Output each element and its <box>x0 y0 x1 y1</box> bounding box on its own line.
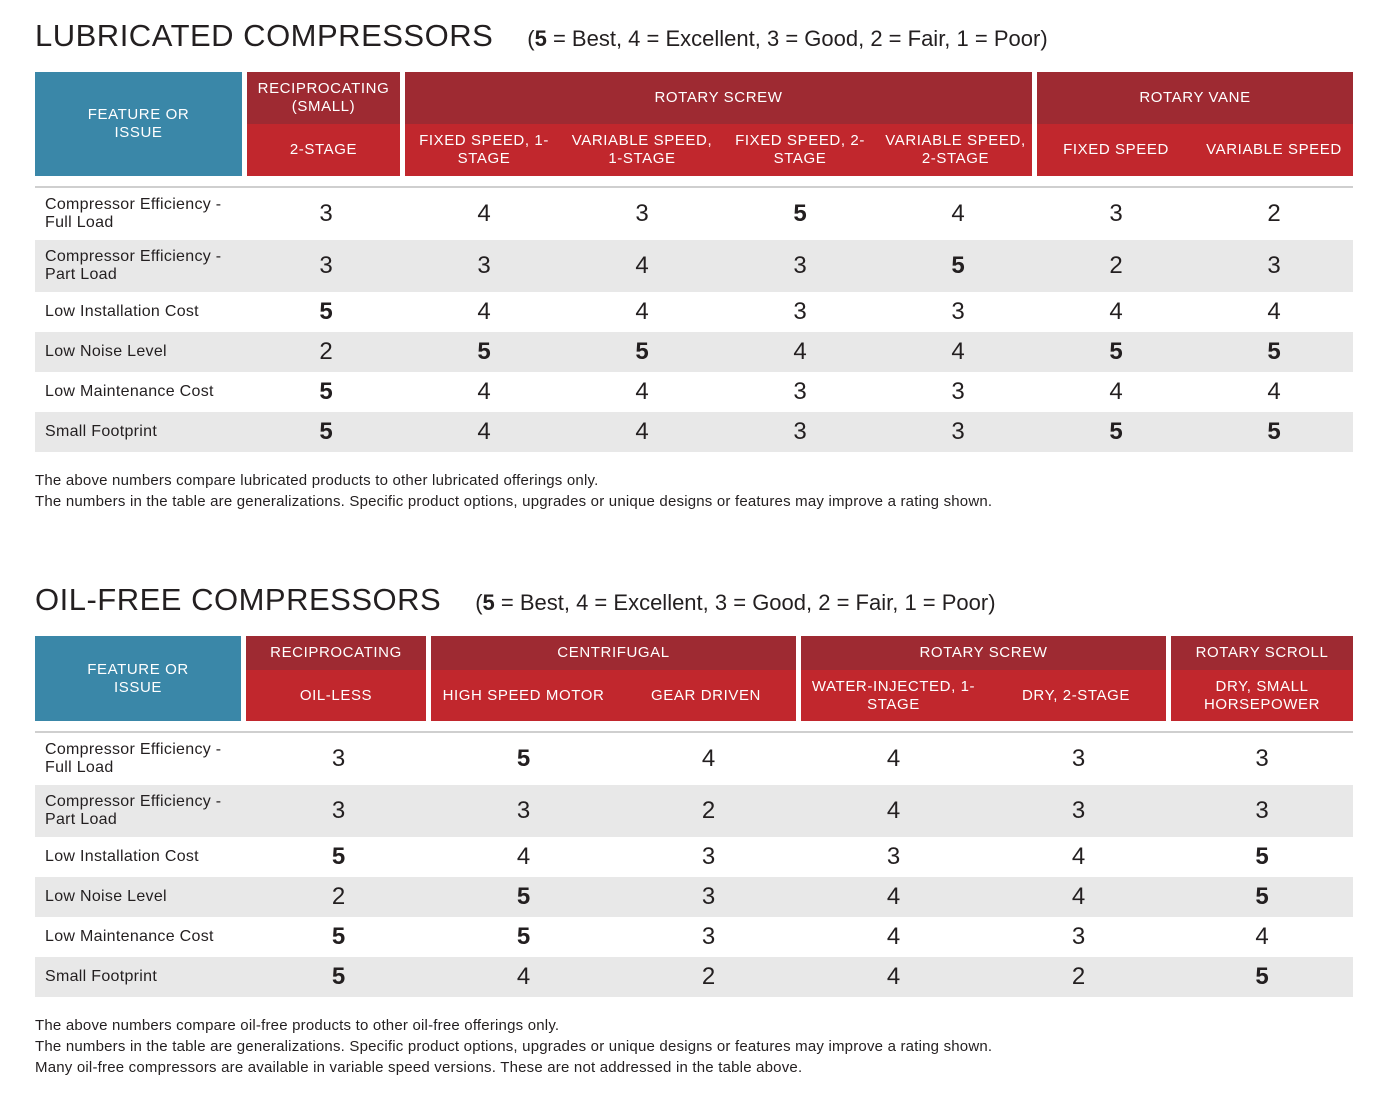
group-header-rotary-vane: ROTARY VANE <box>1037 72 1353 124</box>
feature-label: Compressor Efficiency - Part Load <box>35 240 247 292</box>
lubricated-title: LUBRICATED COMPRESSORS <box>35 18 494 53</box>
column-header-fixed-speed: FIXED SPEED <box>1037 124 1195 176</box>
lubricated-footnotes <box>35 470 1353 512</box>
group-header-rotary-screw: ROTARY SCREW <box>405 72 1037 124</box>
column-header-gear-driven: GEAR DRIVEN <box>616 670 801 721</box>
rating-cell: 5 <box>331 843 346 870</box>
rating-cell: 5 <box>319 298 333 325</box>
rating-cell: 3 <box>1071 745 1086 772</box>
lubricated-comparison-table <box>35 72 1353 452</box>
group-header-rotary-screw: ROTARY SCREW <box>801 636 1171 670</box>
oilfree-title-row <box>35 582 1353 622</box>
rating-cell: 4 <box>1255 923 1269 950</box>
group-header-centrifugal: CENTRIFUGAL <box>431 636 801 670</box>
rating-cell: 3 <box>951 298 965 325</box>
footnote-line: The above numbers compare oil-free products to other oil-free offerings only. <box>35 1017 560 1034</box>
rating-cell: 3 <box>1071 923 1086 950</box>
rating-cell: 3 <box>886 843 901 870</box>
column-header-variable-speed-2-stage: VARIABLE SPEED, 2-STAGE <box>879 124 1037 176</box>
column-header-dry-small-horsepower: DRY, SMALL HORSEPOWER <box>1171 670 1353 721</box>
rating-cell: 4 <box>477 200 491 227</box>
rating-cell: 5 <box>431 877 616 917</box>
rating-cell: 3 <box>635 200 649 227</box>
footnote-line: The numbers in the table are generalizations. Specific product options, upgrades or unique designs or features may improve a rating shown. <box>35 493 993 510</box>
rating-cell: 2 <box>247 332 405 372</box>
rating-cell: 3 <box>1109 200 1123 227</box>
table-row <box>35 188 1353 240</box>
table-row <box>35 877 1353 917</box>
rating-cell: 3 <box>721 240 879 292</box>
oilfree-footnotes <box>35 1015 1353 1078</box>
rating-cell: 4 <box>801 957 986 997</box>
column-header-variable-speed: VARIABLE SPEED <box>1195 124 1353 176</box>
table-row <box>35 733 1353 785</box>
footnote-line: The above numbers compare lubricated products to other lubricated offerings only. <box>35 472 599 489</box>
rating-cell: 4 <box>886 745 901 772</box>
rating-cell: 3 <box>986 785 1171 837</box>
rating-cell: 4 <box>879 332 1037 372</box>
column-header-fixed-speed-2-stage: FIXED SPEED, 2-STAGE <box>721 124 879 176</box>
rating-cell: 4 <box>701 745 716 772</box>
oilfree-title: OIL-FREE COMPRESSORS <box>35 582 442 617</box>
table-row <box>35 957 1353 997</box>
feature-label: Low Installation Cost <box>45 848 199 865</box>
feature-or-issue-header: FEATURE OR ISSUE <box>35 636 246 721</box>
rating-cell: 4 <box>951 200 965 227</box>
table-row <box>35 917 1353 957</box>
rating-cell: 4 <box>1267 298 1281 325</box>
group-header-rotary-scroll: ROTARY SCROLL <box>1171 636 1353 670</box>
column-header-oil-less: OIL-LESS <box>246 670 431 721</box>
footnote-line: Many oil-free compressors are available in variable speed versions. These are not addressed in the table above. <box>35 1059 803 1076</box>
rating-cell: 4 <box>477 298 491 325</box>
rating-cell: 2 <box>1267 200 1281 227</box>
oilfree-section <box>35 582 1353 1078</box>
rating-cell: 4 <box>1109 378 1123 405</box>
lubricated-rating-legend <box>527 26 1047 52</box>
rating-cell: 3 <box>721 412 879 452</box>
feature-label: Compressor Efficiency - Full Load <box>45 196 222 231</box>
table-row <box>35 292 1353 332</box>
rating-cell: 4 <box>801 785 986 837</box>
rating-cell: 5 <box>1195 412 1353 452</box>
column-header-variable-speed-1-stage: VARIABLE SPEED, 1-STAGE <box>563 124 721 176</box>
legend-open: ( <box>527 26 535 51</box>
group-header-row <box>35 636 1353 670</box>
rating-cell: 3 <box>319 200 333 227</box>
rating-cell: 4 <box>721 332 879 372</box>
rating-cell: 5 <box>1171 877 1353 917</box>
rating-cell: 3 <box>793 298 807 325</box>
group-header-row <box>35 72 1353 124</box>
rating-cell: 5 <box>246 957 431 997</box>
rating-cell: 3 <box>701 923 716 950</box>
footnote-line: The numbers in the table are generalizations. Specific product options, upgrades or unique designs or features may improve a rating shown. <box>35 1038 993 1055</box>
lubricated-table-body <box>35 176 1353 452</box>
rating-cell: 4 <box>986 877 1171 917</box>
rating-cell: 4 <box>563 412 721 452</box>
lubricated-section <box>35 18 1353 512</box>
rating-cell: 4 <box>477 378 491 405</box>
rating-cell: 4 <box>1109 298 1123 325</box>
feature-label: Small Footprint <box>35 412 247 452</box>
legend-best-number: 5 <box>534 26 547 51</box>
legend-best-number: 5 <box>482 590 495 615</box>
rating-cell: 5 <box>879 240 1037 292</box>
rating-cell: 4 <box>635 378 649 405</box>
feature-label: Low Noise Level <box>35 332 247 372</box>
lubricated-table-header <box>35 72 1353 176</box>
rating-cell: 3 <box>247 240 405 292</box>
feature-label: Low Maintenance Cost <box>45 928 214 945</box>
feature-label: Low Maintenance Cost <box>45 383 214 400</box>
rating-cell: 4 <box>635 298 649 325</box>
rating-cell: 2 <box>616 785 801 837</box>
table-row <box>35 837 1353 877</box>
legend-open: ( <box>475 590 483 615</box>
column-header-2-stage: 2-STAGE <box>247 124 405 176</box>
rating-cell: 4 <box>405 412 563 452</box>
column-header-water-injected-1-stage: WATER-INJECTED, 1-STAGE <box>801 670 986 721</box>
table-row <box>35 240 1353 292</box>
rating-cell: 3 <box>701 843 716 870</box>
rating-cell: 3 <box>1255 745 1269 772</box>
table-row <box>35 412 1353 452</box>
rating-cell: 5 <box>405 332 563 372</box>
rating-cell: 2 <box>986 957 1171 997</box>
group-header-reciprocating: RECIPROCATING <box>246 636 431 670</box>
header-divider <box>35 176 1353 188</box>
rating-cell: 5 <box>1171 957 1353 997</box>
rating-cell: 5 <box>331 923 346 950</box>
rating-cell: 4 <box>1071 843 1086 870</box>
rating-cell: 3 <box>616 877 801 917</box>
legend-scale-text: = Best, 4 = Excellent, 3 = Good, 2 = Fair, 1 = Poor) <box>546 26 1048 51</box>
rating-cell: 3 <box>951 378 965 405</box>
feature-label: Compressor Efficiency - Full Load <box>45 741 222 776</box>
legend-scale-text: = Best, 4 = Excellent, 3 = Good, 2 = Fair, 1 = Poor) <box>494 590 996 615</box>
header-divider <box>35 721 1353 733</box>
rating-cell: 4 <box>431 957 616 997</box>
rating-cell: 3 <box>793 378 807 405</box>
rating-cell: 4 <box>886 923 901 950</box>
feature-label: Small Footprint <box>35 957 246 997</box>
rating-cell: 3 <box>331 745 346 772</box>
rating-cell: 5 <box>1195 332 1353 372</box>
rating-cell: 5 <box>1037 412 1195 452</box>
rating-cell: 4 <box>563 240 721 292</box>
feature-label: Compressor Efficiency - Part Load <box>35 785 246 837</box>
rating-cell: 3 <box>1195 240 1353 292</box>
rating-cell: 5 <box>793 200 807 227</box>
column-header-fixed-speed-1-stage: FIXED SPEED, 1-STAGE <box>405 124 563 176</box>
oilfree-comparison-table <box>35 636 1353 997</box>
lubricated-title-row <box>35 18 1353 58</box>
rating-cell: 4 <box>801 877 986 917</box>
rating-cell: 5 <box>516 745 531 772</box>
rating-cell: 5 <box>1037 332 1195 372</box>
feature-or-issue-header: FEATURE OR ISSUE <box>35 72 247 176</box>
rating-cell: 5 <box>1255 843 1269 870</box>
feature-label: Low Installation Cost <box>45 303 199 320</box>
rating-cell: 4 <box>1267 378 1281 405</box>
rating-cell: 3 <box>246 785 431 837</box>
oilfree-table-body <box>35 721 1353 997</box>
rating-cell: 2 <box>616 957 801 997</box>
table-row <box>35 372 1353 412</box>
table-row <box>35 332 1353 372</box>
rating-cell: 2 <box>246 877 431 917</box>
rating-cell: 5 <box>319 378 333 405</box>
rating-cell: 5 <box>563 332 721 372</box>
column-header-high-speed-motor: HIGH SPEED MOTOR <box>431 670 616 721</box>
feature-label: Low Noise Level <box>35 877 246 917</box>
rating-cell: 2 <box>1037 240 1195 292</box>
oilfree-table-header <box>35 636 1353 721</box>
rating-cell: 3 <box>431 785 616 837</box>
rating-cell: 3 <box>405 240 563 292</box>
rating-cell: 5 <box>516 923 531 950</box>
table-row <box>35 785 1353 837</box>
rating-cell: 5 <box>247 412 405 452</box>
column-header-dry-2-stage: DRY, 2-STAGE <box>986 670 1171 721</box>
rating-cell: 3 <box>1171 785 1353 837</box>
rating-cell: 4 <box>516 843 531 870</box>
oilfree-rating-legend <box>475 590 995 616</box>
group-header-reciprocating-small: RECIPROCATING (SMALL) <box>247 72 405 124</box>
rating-cell: 3 <box>879 412 1037 452</box>
